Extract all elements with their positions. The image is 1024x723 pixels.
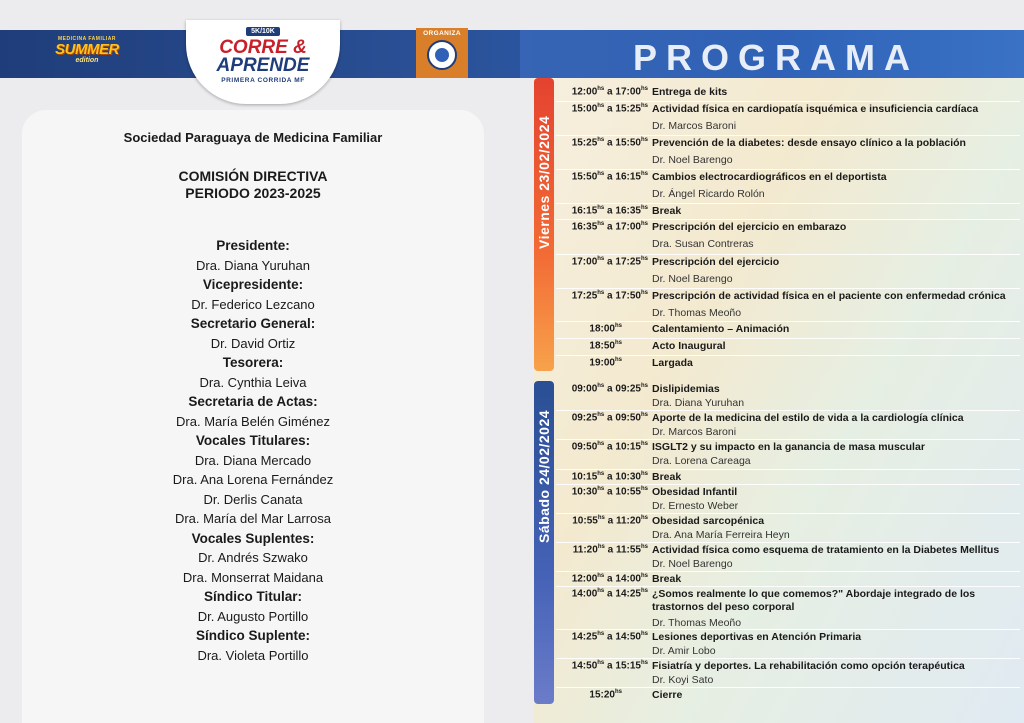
society-seal-icon xyxy=(427,40,457,70)
row-divider xyxy=(556,571,1020,572)
saturday-label: Sábado 24/02/2024 xyxy=(536,409,552,543)
row-divider xyxy=(556,469,1020,470)
row-divider xyxy=(556,135,1020,136)
committee-heading xyxy=(22,168,484,202)
session-speaker: Dr. Ernesto Weber xyxy=(652,500,739,512)
committee-member: Dra. Cynthia Leiva xyxy=(199,374,307,390)
session-title: Calentamiento – Animación xyxy=(652,323,790,335)
session-title: Break xyxy=(652,205,682,217)
summer-logo-main: SUMMER xyxy=(55,41,119,58)
session-title: Break xyxy=(652,573,682,585)
row-divider xyxy=(556,254,1020,255)
row-divider xyxy=(556,484,1020,485)
session-speaker: Dr. Ángel Ricardo Rolón xyxy=(652,188,765,200)
race-distance: 5K/10K xyxy=(246,27,280,36)
session-speaker: Dr. Thomas Meoño xyxy=(652,617,742,629)
committee-member: Dra. Diana Yuruhan xyxy=(196,257,310,273)
summer-logo-top: MEDICINA FAMILIAR xyxy=(57,36,117,42)
committee-role: Vocales Titulares: xyxy=(195,433,311,448)
committee-member: Dra. María Belén Giménez xyxy=(176,413,330,429)
session-speaker: Dr. Koyi Sato xyxy=(652,674,714,686)
committee-role: Síndico Suplente: xyxy=(195,628,310,643)
schedule-time: $14:00^{hs}$ a $14:25^{hs}$ xyxy=(571,588,648,600)
committee-member: Dr. Federico Lezcano xyxy=(191,296,315,312)
schedule-time: $10:55^{hs}$ a $11:20^{hs}$ xyxy=(572,515,648,527)
schedule-time: $18:50^{hs}$ xyxy=(589,340,622,352)
session-title: Dislipidemias xyxy=(652,383,720,395)
session-title: Prescripción del ejercicio en embarazo xyxy=(652,221,847,233)
schedule-time: $14:25^{hs}$ a $14:50^{hs}$ xyxy=(571,631,648,643)
row-divider xyxy=(556,439,1020,440)
session-speaker: Dr. Noel Barengo xyxy=(652,558,733,570)
session-title: Entrega de kits xyxy=(652,86,728,98)
row-divider xyxy=(556,513,1020,514)
schedule-time: $09:00^{hs}$ a $09:25^{hs}$ xyxy=(571,383,648,395)
committee-member: Dr. Derlis Canata xyxy=(203,491,303,507)
session-title: Prescripción de actividad física en el paciente con enfermedad crónica xyxy=(652,290,1006,302)
race-line1: CORRE & xyxy=(219,37,307,58)
session-title: Lesiones deportivas en Atención Primaria xyxy=(652,631,862,643)
session-title: Obesidad sarcopénica xyxy=(652,515,765,527)
row-divider xyxy=(556,658,1020,659)
committee-role: Secretaria de Actas: xyxy=(188,394,318,409)
row-divider xyxy=(556,410,1020,411)
row-divider xyxy=(556,169,1020,170)
committee-member: Dra. Ana Lorena Fernández xyxy=(172,472,334,487)
session-speaker: Dr. Noel Barengo xyxy=(652,154,733,166)
committee-list xyxy=(22,236,484,665)
session-speaker: Dra. Ana María Ferreira Heyn xyxy=(652,529,790,541)
society-name: Sociedad Paraguaya de Medicina Familiar xyxy=(123,130,383,145)
session-title: Prescripción del ejercicio xyxy=(652,256,780,268)
session-speaker: Dra. Susan Contreras xyxy=(652,238,754,250)
schedule-time: $09:25^{hs}$ a $09:50^{hs}$ xyxy=(571,412,648,424)
schedule-time: $10:30^{hs}$ a $10:55^{hs}$ xyxy=(571,486,648,498)
session-title: Cierre xyxy=(652,689,683,701)
organizer-badge xyxy=(416,28,468,78)
committee-member: Dra. Monserrat Maidana xyxy=(182,569,324,585)
row-divider xyxy=(556,203,1020,204)
session-title: Break xyxy=(652,471,682,483)
committee-member: Dr. Augusto Portillo xyxy=(197,608,309,624)
session-speaker: Dr. Noel Barengo xyxy=(652,273,733,285)
session-title: Actividad física como esquema de tratamiento en la Diabetes Mellitus xyxy=(652,544,1000,556)
row-divider xyxy=(556,687,1020,688)
row-divider xyxy=(556,338,1020,339)
summer-edition-logo xyxy=(38,36,136,72)
schedule-time: $12:00^{hs}$ a $14:00^{hs}$ xyxy=(571,573,648,585)
session-speaker: Dra. Diana Yuruhan xyxy=(652,397,745,409)
programa-title: PROGRAMA xyxy=(633,37,919,78)
session-title: Aporte de la medicina del estilo de vida a la cardiología clínica xyxy=(652,412,964,424)
committee-role: Síndico Titular: xyxy=(203,589,302,604)
session-title: Cambios electrocardiográficos en el deportista xyxy=(652,171,887,183)
schedule-time: $09:50^{hs}$ a $10:15^{hs}$ xyxy=(571,441,648,453)
committee-role: Vocales Suplentes: xyxy=(191,530,315,546)
committee-role: Secretario General: xyxy=(190,316,316,331)
session-title: Obesidad Infantil xyxy=(652,486,738,498)
row-divider xyxy=(556,542,1020,543)
row-divider xyxy=(556,219,1020,220)
session-speaker: Dr. Marcos Baroni xyxy=(652,426,737,438)
session-speaker: Dr. Thomas Meoño xyxy=(652,307,742,319)
session-title: Prevención de la diabetes: desde ensayo clínico a la población xyxy=(652,137,966,149)
row-divider xyxy=(556,288,1020,289)
schedule-time: $17:00^{hs}$ a $17:25^{hs}$ xyxy=(571,256,648,268)
schedule-time: $15:50^{hs}$ a $16:15^{hs}$ xyxy=(571,171,648,183)
schedule-time: $16:35^{hs}$ a $17:00^{hs}$ xyxy=(571,221,648,233)
row-divider xyxy=(556,355,1020,356)
row-divider xyxy=(556,629,1020,630)
corre-aprende-logo xyxy=(186,20,340,104)
race-line2: APRENDE xyxy=(216,55,310,76)
summer-logo-sub: edition xyxy=(75,57,99,64)
row-divider xyxy=(556,321,1020,322)
friday-label: Viernes 23/02/2024 xyxy=(536,115,552,249)
committee-role: Presidente: xyxy=(216,238,290,253)
session-title: ¿Somos realmente lo que comemos?" Abordaje integrado de los trastornos del peso corporal xyxy=(652,588,976,613)
schedule-time: $15:00^{hs}$ a $15:25^{hs}$ xyxy=(571,103,648,115)
session-title: ISGLT2 y su impacto en la ganancia de masa muscular xyxy=(652,441,925,453)
schedule-time: $15:25^{hs}$ a $15:50^{hs}$ xyxy=(571,137,648,149)
schedule-time: $17:25^{hs}$ a $17:50^{hs}$ xyxy=(571,290,648,302)
committee-member: Dra. Violeta Portillo xyxy=(197,647,309,663)
session-speaker: Dra. Lorena Careaga xyxy=(652,455,751,467)
committee-member: Dra. Diana Mercado xyxy=(194,452,312,468)
race-subtitle: PRIMERA CORRIDA MF xyxy=(221,77,305,84)
committee-role: Tesorera: xyxy=(222,355,284,370)
row-divider xyxy=(556,101,1020,102)
schedule-time: $16:15^{hs}$ a $16:35^{hs}$ xyxy=(571,205,648,217)
committee-member: Dr. David Ortiz xyxy=(210,335,296,351)
session-title: Largada xyxy=(652,357,693,369)
row-divider xyxy=(556,586,1020,587)
committee-member: Dra. María del Mar Larrosa xyxy=(174,511,332,526)
session-title: Acto Inaugural xyxy=(652,340,726,352)
committee-member: Dr. Andrés Szwako xyxy=(198,550,308,565)
schedule-time: $11:20^{hs}$ a $11:55^{hs}$ xyxy=(572,544,648,556)
schedule-time: $18:00^{hs}$ xyxy=(589,323,622,335)
schedule-time: $10:15^{hs}$ a $10:30^{hs}$ xyxy=(571,471,648,483)
committee-role: Vicepresidente: xyxy=(202,277,304,292)
schedule-time: $14:50^{hs}$ a $15:15^{hs}$ xyxy=(571,660,648,672)
schedule-time: $15:20^{hs}$ xyxy=(589,689,622,701)
session-title: Fisiatría y deportes. La rehabilitación como opción terapéutica xyxy=(652,660,965,672)
organizer-label: ORGANIZA xyxy=(423,30,461,37)
schedule-time: $19:00^{hs}$ xyxy=(589,357,622,369)
committee-heading-line2: PERIODO 2023-2025 xyxy=(185,185,321,201)
schedule-time: $12:00^{hs}$ a $17:00^{hs}$ xyxy=(571,86,648,98)
session-speaker: Dr. Marcos Baroni xyxy=(652,120,737,132)
session-title: Actividad física en cardiopatía isquémica e insuficiencia cardíaca xyxy=(652,103,979,115)
session-speaker: Dr. Amir Lobo xyxy=(652,645,716,657)
committee-heading-line1: COMISIÓN DIRECTIVA xyxy=(178,168,328,184)
